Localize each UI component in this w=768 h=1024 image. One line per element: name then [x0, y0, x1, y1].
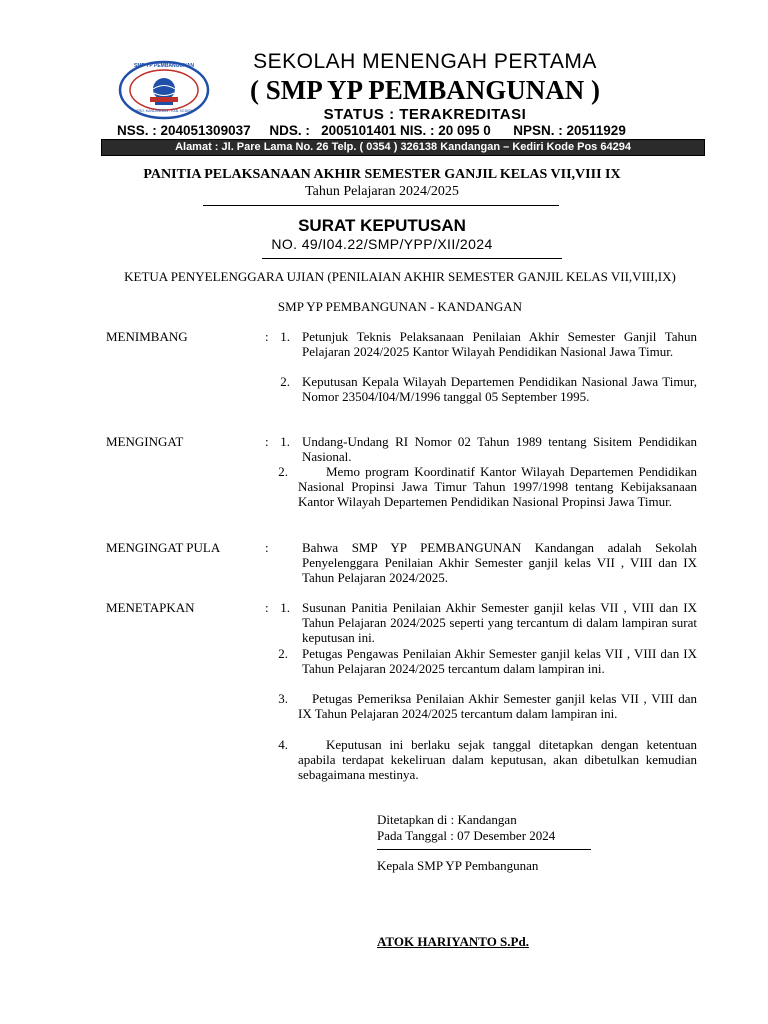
list-item: Petugas Pemeriksa Penilaian Akhir Semester ganjil kelas VII , VIII dan IX Tahun Pelajaran 2024/2025 tercantum dalam lampiran ini. [298, 691, 697, 721]
section-colon: : [265, 434, 269, 449]
list-item: Undang-Undang RI Nomor 02 Tahun 1989 tentang Sisitem Pendidikan Nasional. [302, 434, 697, 464]
accreditation-status: STATUS : TERAKREDITASI [323, 106, 527, 123]
list-item: Keputusan Kepala Wilayah Departemen Pendidikan Nasional Jawa Timur, Nomor 23504/I04/M/1996 tanggal 05 September 1995. [302, 374, 697, 404]
section-label-mengingat: MENGINGAT [106, 434, 184, 449]
school-type: SEKOLAH MENENGAH PERTAMA [253, 50, 597, 73]
item-number: 1. [280, 434, 290, 449]
list-item: Susunan Panitia Penilaian Akhir Semester ganjil kelas VII , VIII dan IX Tahun Pelajaran 2024/2025 seperti yang tercantum di dalam lampiran surat keputusan ini. [302, 600, 697, 645]
committee-title: PANITIA PELAKSANAAN AKHIR SEMESTER GANJIL KELAS VII,VIII IX [143, 167, 621, 182]
list-item: Petunjuk Teknis Pelaksanaan Penilaian Akhir Semester Ganjil Tahun Pelajaran 2024/2025 Kantor Wilayah Pendidikan Nasional Jawa Timur. [302, 329, 697, 359]
divider [377, 849, 591, 850]
decree-title: SURAT KEPUTUSAN [298, 216, 466, 235]
list-item: Keputusan ini berlaku sejak tanggal ditetapkan dengan ketentuan apabila terdapat kekeliruan dalam keputusan, akan dibetulkan kemudian sebagaimana mestinya. [298, 737, 697, 782]
item-number: 2. [278, 464, 288, 479]
decree-number: NO. 49/I04.22/SMP/YPP/XII/2024 [271, 236, 493, 252]
section-label-menetapkan: MENETAPKAN [106, 600, 195, 615]
chair-school: SMP YP PEMBANGUNAN - KANDANGAN [277, 299, 523, 314]
academic-year: Tahun Pelajaran 2024/2025 [305, 184, 459, 199]
divider [203, 205, 559, 206]
item-number: 2. [280, 374, 290, 389]
signature-date: Pada Tanggal : 07 Desember 2024 [377, 828, 556, 843]
section-colon: : [265, 329, 269, 344]
item-number: 1. [280, 329, 290, 344]
section-label-menimbang: MENIMBANG [106, 329, 188, 344]
signatory-name: ATOK HARIYANTO S.Pd. [377, 934, 529, 949]
address-bar: Alamat : Jl. Pare Lama No. 26 Telp. ( 0354 ) 326138 Kandangan – Kediri Kode Pos 64294 [101, 139, 705, 156]
logo-subtext: BRO. KANDANGAN - KAB. KEDIRI [136, 109, 192, 113]
school-name: ( SMP YP PEMBANGUNAN ) [250, 75, 600, 105]
section-colon: : [265, 600, 269, 615]
item-number: 4. [278, 737, 288, 752]
chair-heading: KETUA PENYELENGGARA UJIAN (PENILAIAN AKHIR SEMESTER GANJIL KELAS VII,VIII,IX) [124, 269, 676, 284]
section-text: Bahwa SMP YP PEMBANGUNAN Kandangan adalah Sekolah Penyelenggara Penilaian Akhir Semester ganjil kelas VII , VIII dan IX Tahun Pelajaran 2024/2025. [302, 540, 697, 585]
school-logo [118, 60, 210, 120]
signature-place: Ditetapkan di : Kandangan [377, 812, 517, 827]
school-identifiers: NSS. : 204051309037 NDS. : 2005101401 NIS. : 20 095 0 NPSN. : 20511929 [117, 123, 626, 138]
list-item: Memo program Koordinatif Kantor Wilayah Departemen Pendidikan Nasional Propinsi Jawa Timur Tahun 1997/1998 tentang Kebijaksanaan Kantor Wilayah Departemen Pendidikan Nasional Propinsi Jawa Timur. [298, 464, 697, 509]
item-number: 3. [278, 691, 288, 706]
list-item: Petugas Pengawas Penilaian Akhir Semester ganjil kelas VII , VIII dan IX Tahun Pelajaran 2024/2025 tercantum dalam lampiran ini. [302, 646, 697, 676]
item-number: 2. [278, 646, 288, 661]
section-label-mengingat-pula: MENGINGAT PULA [106, 540, 221, 555]
section-colon: : [265, 540, 269, 555]
signatory-position: Kepala SMP YP Pembangunan [377, 858, 539, 873]
logo-text: SMP YP PEMBANGUNAN [133, 63, 194, 69]
divider [262, 258, 562, 259]
item-number: 1. [280, 600, 290, 615]
